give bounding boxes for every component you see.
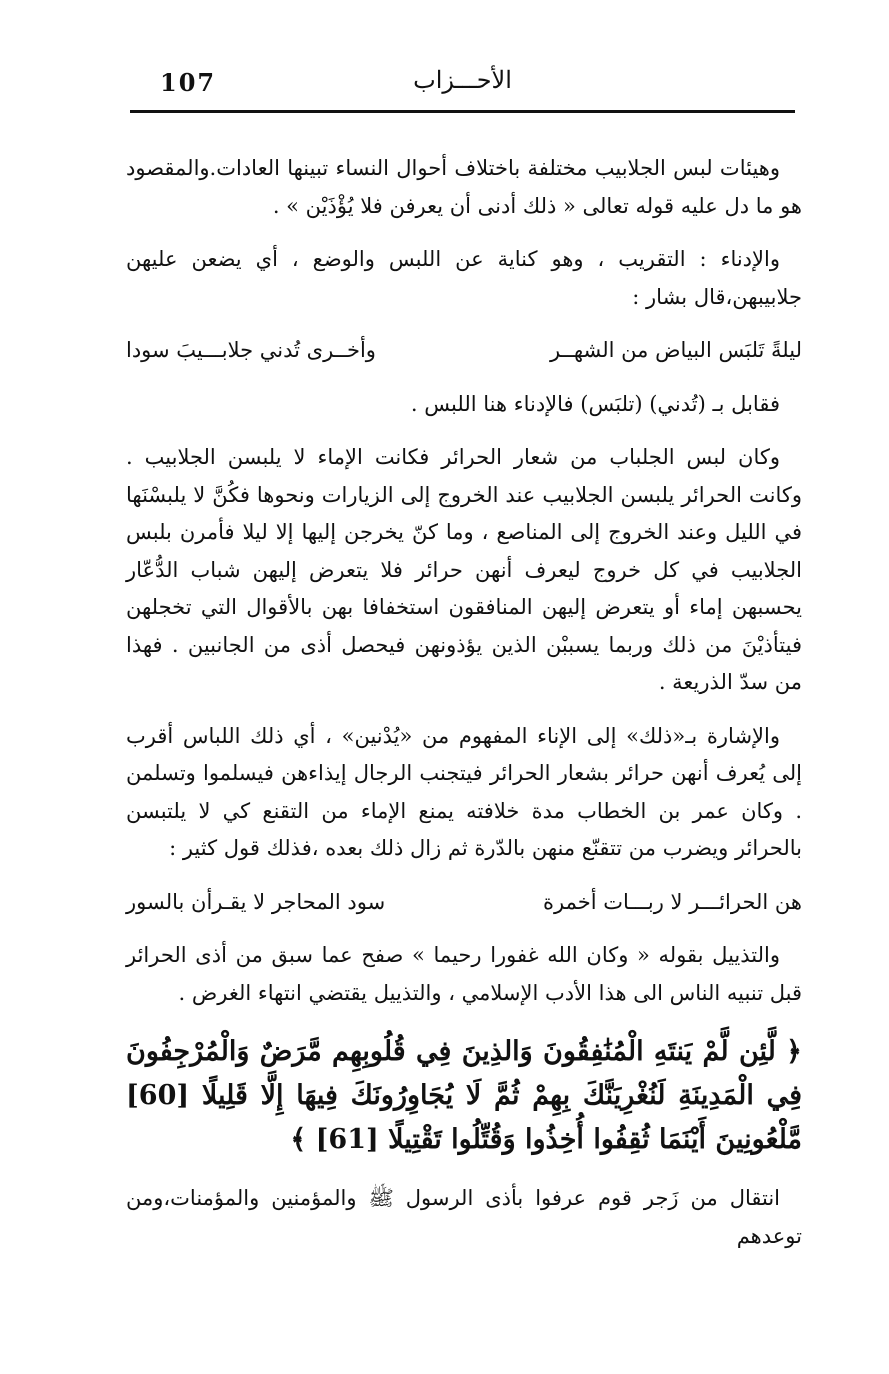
verse-1-first-hemistich: ليلةً تَلبَس البياض من الشهــر [549, 338, 802, 362]
paragraph-7: انتقال من زَجر قوم عرفوا بأذى الرسول ﷺ والمؤمنين والمؤمنات،ومن توعدهم [126, 1186, 802, 1248]
paragraph-1: وهيئات لبس الجلابيب مختلفة باختلاف أحوال النساء تبينها العادات.والمقصود هو ما دل عليه قوله تعالى « ذلك أدنى أن يعرفن فلا يُؤْذَيْن » . [126, 156, 802, 218]
page-body [126, 150, 802, 1271]
paragraph-5: والإشارة بـ«ذلك» إلى الإناء المفهوم من «يُدْنين» ، أي ذلك اللباس أقرب إلى يُعرف أنهن حرائر بشعار الحرائر فيتجنب الرجال إيذاءهن فيسلموا وتسلمن . وكان عمر بن الخطاب مدة خلافته يمنع الإماء من التقنع كي لا يلتبسن بالحرائر ويضرب من تتقنّع منهن بالدّرة ثم زال ذلك بعده ،فذلك قول كثير : [126, 723, 802, 860]
verse-1-second-hemistich: وأخــرى تُدني جلابـــيبَ سودا [126, 338, 376, 362]
quran-verse: ﴿ لَّئِن لَّمْ يَنتَهِ الْمُنَٰفِقُونَ وَالذِينَ فِي قُلُوبِهِم مَّرَضٌ وَالْمُرْجِفُونَ فِي الْمَدِينَةِ لَنُغْرِيَنَّكَ بِهِمْ ثُمَّ لَا يُجَاوِرُونَكَ فِيهَا إِلَّا قَلِيلًا [60] مَّلْعُونِينَ أَيْنَمَا ثُقِفُوا أُخِذُوا وَقُتِّلُوا تَقْتِيلًا [61] ﴾ [126, 1036, 802, 1155]
running-title: الأحـــزاب [413, 66, 512, 94]
verse-2-first-hemistich: هن الحرائـــر لا ربـــات أخمرة [543, 889, 802, 914]
paragraph-3: فقابل بـ (تُدني) (تلبَس) فالإدناء هنا اللبس . [410, 391, 780, 416]
verse-2-second-hemistich: سود المحاجر لا يقـرأن بالسور [126, 889, 386, 914]
paragraph-4: وكان لبس الجلباب من شعار الحرائر فكانت الإماء لا يلبسن الجلابيب . وكانت الحرائر يلبسن الجلابيب عند الخروج إلى الزيارات ونحوها فكُنَّ لا يلبسْنَها في الليل وعند الخروج إلى المناصع ، وما كنّ يخرجن إليها إلا ليلا فأمرن بلبس الجلابيب في كل خروج ليعرف أنهن حرائر فلا يتعرض إليهن شباب الدُّعّار يحسبهن إماء أو يتعرض إليهن المنافقون استخفافا بهن بالأقوال التي تخجلهن فيتأذيْنَ من ذلك وربما يسببْن الذين يؤذونهن فيحصل أذى من الجانبين . فهذا من سدّ الذريعة . [126, 445, 802, 694]
paragraph-6: والتذييل بقوله « وكان الله غفورا رحيما » صفح عما سبق من أذى الحرائر قبل تنبيه الناس الى هذا الأدب الإسلامي ، والتذييل يقتضي انتهاء الغرض . [126, 943, 802, 1005]
page-number: 107 [160, 68, 217, 97]
poem-verse-1 [126, 332, 802, 370]
page-header [130, 62, 795, 113]
poem-verse-2 [126, 884, 802, 922]
paragraph-2: والإدناء : التقريب ، وهو كناية عن اللبس والوضع ، أي يضعن عليهن جلابيبهن،قال بشار : [126, 247, 802, 309]
